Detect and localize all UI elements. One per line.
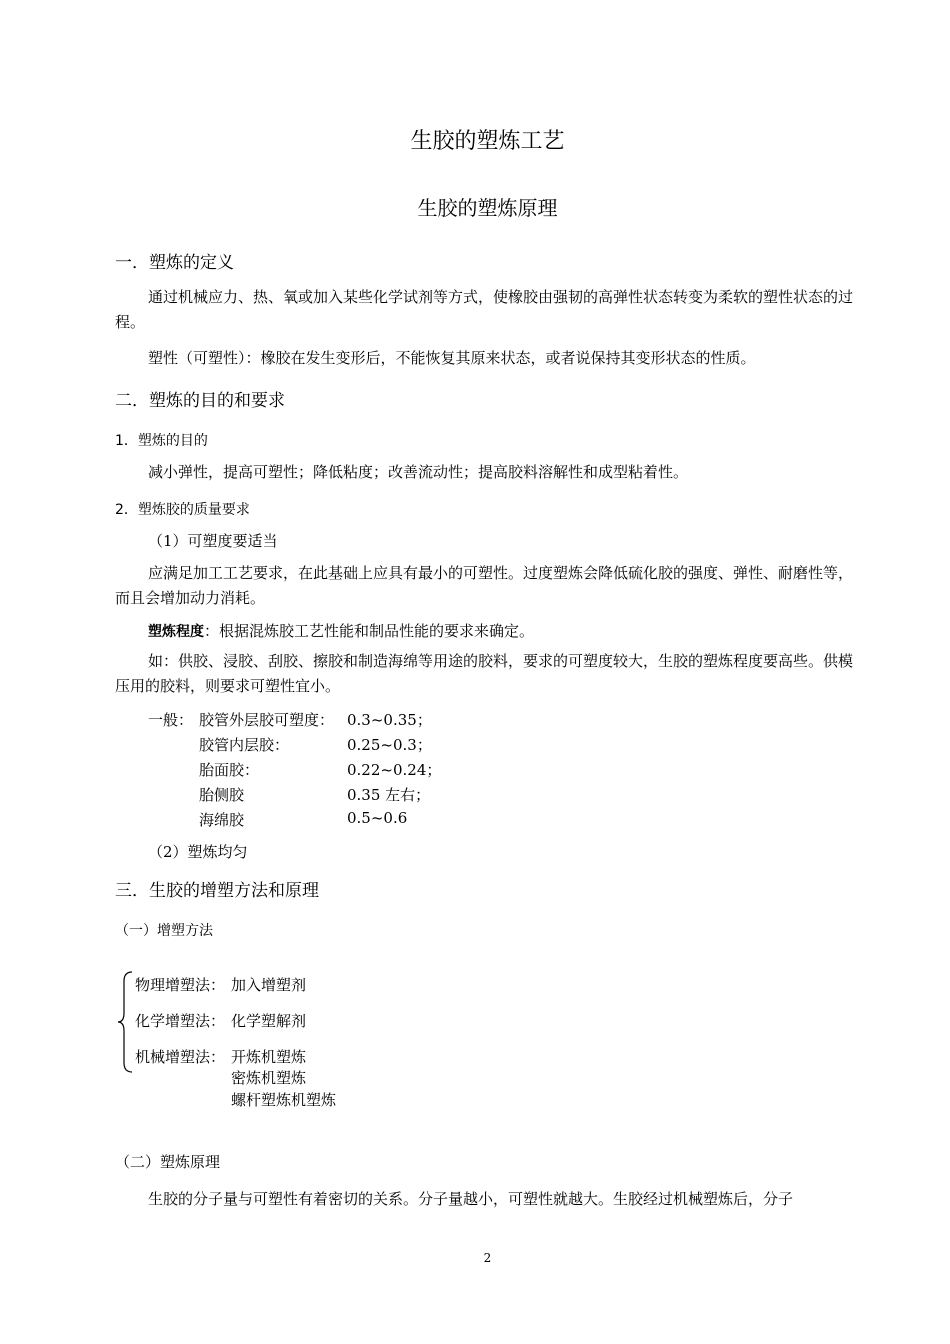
degree-text: ：根据混炼胶工艺性能和制品性能的要求来确定。 — [204, 622, 535, 640]
plasticity-value-1: 0.25~0.3； — [347, 736, 432, 754]
section3-sub2-heading: （二）塑炼原理 — [115, 1153, 221, 1171]
section3-sub2-para: 生胶的分子量与可塑性有着密切的关系。分子量越小，可塑性就越大。生胶经过机械塑炼后，分子 — [148, 1190, 794, 1208]
plasticity-name-4: 海绵胶 — [199, 811, 245, 829]
method-label-2: 机械增塑法： — [135, 1048, 226, 1066]
plasticity-value-3: 0.35 左右； — [347, 786, 431, 804]
method-detail-2: 开炼机塑炼 — [231, 1048, 307, 1066]
plasticity-value-4: 0.5~0.6 — [347, 809, 408, 827]
section2-sub1-heading: 1．塑炼的目的 — [115, 433, 208, 449]
section2-heading: 二．塑炼的目的和要求 — [115, 391, 285, 411]
requirement-item-1-para: 应满足加工工艺要求，在此基础上应具有最小的可塑性。过度塑炼会降低硫化胶的强度、弹性、耐磨性等，而且会增加动力消耗。 — [115, 564, 854, 607]
degree-paragraph — [115, 619, 861, 645]
plasticity-name-3: 胎侧胶 — [199, 786, 245, 804]
curly-brace-icon — [116, 971, 136, 1073]
section2-sub1-text: 减小弹性，提高可塑性；降低粘度；改善流动性；提高胶料溶解性和成型粘着性。 — [148, 463, 689, 481]
mech-extra-1: 螺杆塑炼机塑炼 — [231, 1091, 337, 1109]
method-detail-0: 加入增塑剂 — [231, 976, 307, 994]
section3-heading: 三．生胶的增塑方法和原理 — [115, 881, 319, 901]
method-label-0: 物理增塑法： — [135, 976, 226, 994]
section3-sub1-heading: （一）增塑方法 — [115, 923, 213, 939]
plasticity-name-2: 胎面胶： — [199, 761, 260, 779]
plasticity-name-1: 胶管内层胶： — [199, 736, 290, 754]
section2-sub2-heading: 2．塑炼胶的质量要求 — [115, 502, 250, 518]
degree-label: 塑炼程度 — [148, 624, 204, 640]
plasticity-value-0: 0.3~0.35； — [347, 711, 432, 729]
plasticity-value-2: 0.22~0.24； — [347, 761, 442, 779]
mech-extra-0: 密炼机塑炼 — [231, 1069, 307, 1087]
plasticity-name-0: 胶管外层胶可塑度： — [199, 711, 335, 729]
general-label: 一般： — [148, 711, 194, 729]
requirement-item-1: （1）可塑度要适当 — [148, 532, 278, 550]
section1-para2: 塑性（可塑性）：橡胶在发生变形后，不能恢复其原来状态，或者说保持其变形状态的性质。 — [148, 349, 756, 367]
section1-para1: 通过机械应力、热、氧或加入某些化学试剂等方式，使橡胶由强韧的高弹性状态转变为柔软的塑性状态的过程。 — [115, 288, 854, 331]
method-label-1: 化学增塑法： — [135, 1012, 226, 1030]
requirement-item-2: （2）塑炼均匀 — [148, 843, 248, 861]
sub-title: 生胶的塑炼原理 — [417, 196, 558, 220]
section1-heading: 一．塑炼的定义 — [115, 253, 234, 273]
method-detail-1: 化学塑解剂 — [231, 1012, 307, 1030]
example-paragraph: 如：供胶、浸胶、刮胶、擦胶和制造海绵等用途的胶料，要求的可塑度较大，生胶的塑炼程度要高些。供模压用的胶料，则要求可塑性宜小。 — [115, 652, 854, 695]
page-number: 2 — [483, 1251, 492, 1265]
main-title: 生胶的塑炼工艺 — [410, 129, 565, 154]
